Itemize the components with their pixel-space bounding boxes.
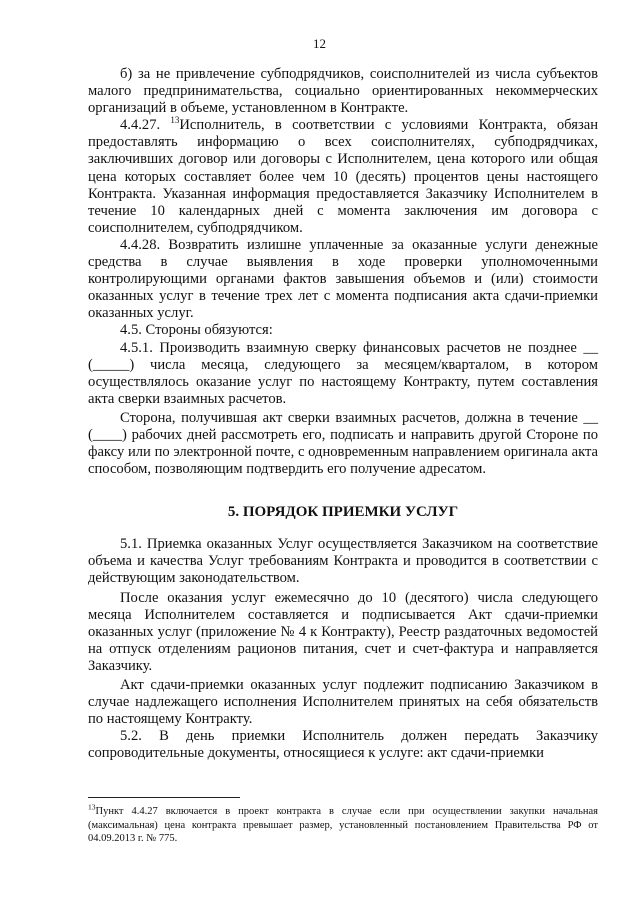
paragraph-5-1: 5.1. Приемка оказанных Услуг осуществляется Заказчиком на соответствие объема и качества Услуг требованиям Контракта и проводится в соответствии с действующим законодательством. <box>88 536 598 587</box>
paragraph-4-4-26-b: б) за не привлечение субподрядчиков, соисполнителей из числа субъектов малого предпринимательства, социально ориентированных некоммерческих организаций в объеме, установленном в Контракте. <box>88 66 598 117</box>
paragraph-4-5: 4.5. Стороны обязуются: <box>120 322 273 339</box>
paragraph-acceptance-act: После оказания услуг ежемесячно до 10 (десятого) числа следующего месяца Исполнителем составляется и подписывается Акт сдачи-приемки оказанных услуг (приложение № 4 к Контракту), Реестр раздаточных ведомостей на отпуск отделениям рационов питания, счет и счет-фактура и направляется Заказчику. <box>88 589 598 674</box>
paragraph-4-5-1: 4.5.1. Производить взаимную сверку финансовых расчетов не позднее __ (_____) числа месяца, следующего за месяцем/кварталом, в котором осуществлялось оказание услуг по настоящему Контракту, путем составления акта сверки взаимных расчетов. <box>88 339 598 407</box>
paragraph-act-signing: Акт сдачи-приемки оказанных услуг подлежит подписанию Заказчиком в случае надлежащего исполнения Исполнителем принятых на себя обязательств по настоящему Контракту. <box>88 677 598 728</box>
paragraph-5-2: 5.2. В день приемки Исполнитель должен передать Заказчику сопроводительные документы, относящиеся к услуге: акт сдачи-приемки <box>88 728 598 762</box>
footnote-ref[interactable]: 13 <box>170 115 180 126</box>
footnote-text: Пункт 4.4.27 включается в проект контракта в случае если при осуществлении закупки начальная (максимальная) цена контракта превышает размер, установленный постановлением Правительства РФ от 04.09.2013 г. № 775. <box>88 806 598 844</box>
paragraph-reconciliation: Сторона, получившая акт сверки взаимных расчетов, должна в течение __ (____) рабочих дней рассмотреть его, подписать и направить другой Стороне по факсу или по электронной почте, с одновременным направлением оригинала акта способом, позволяющим подтвердить его получение адресатом. <box>88 409 598 478</box>
clause-text: Исполнитель, в соответствии с условиями Контракта, обязан предоставлять информацию о всех соисполнителях, субподрядчиках, заключивших договор или договоры с Исполнителем, цена которого или общая цена которых составляет более чем 10 (десять) процентов цены настоящего Контракта. Указанная информация предоставляется Заказчику Исполнителем в течение 10 календарных дней с момента заключения им договора с соисполнителем, субподрядчиком. <box>88 117 598 236</box>
clause-number: 4.4.27. <box>120 117 171 134</box>
footnote-marker: 13 <box>88 802 96 812</box>
page-number: 12 <box>313 36 326 51</box>
document-body <box>88 66 598 762</box>
paragraph-4-4-27 <box>88 117 598 237</box>
footnote-divider <box>88 797 240 798</box>
section-title: 5. ПОРЯДОК ПРИЕМКИ УСЛУГ <box>227 504 459 521</box>
paragraph-4-4-28: 4.4.28. Возвратить излишне уплаченные за оказанные услуги денежные средства в случае выявления в ходе проверки уполномоченными контролирующими органами фактов завышения объемов и (или) стоимости оказанных услуг в течение трех лет с момента подписания акта сдачи-приемки оказанных услуг. <box>88 236 598 322</box>
footnote <box>88 802 598 846</box>
